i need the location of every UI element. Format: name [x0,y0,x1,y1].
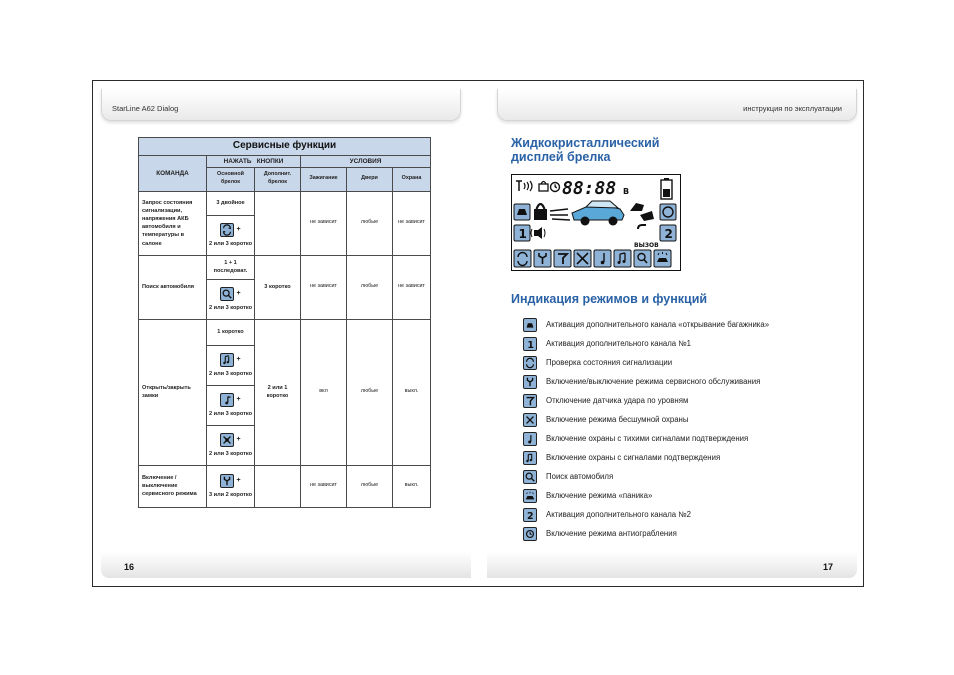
header-title: инструкция по эксплуатации [743,104,842,113]
table-cell: любые [347,465,393,507]
single-note-icon [594,250,611,267]
table-cell [207,345,255,385]
plus-sign: + [236,476,241,484]
list-item [523,315,853,334]
list-item [523,429,853,448]
legend-text: Включение режима бесшумной охраны [546,415,689,424]
phone-call-icon [638,225,646,229]
page-footer [487,552,857,578]
legend-text: Активация дополнительного канала №1 [546,339,692,348]
lock-small-icon [539,182,548,192]
table-row-command: Запрос состояния сигнализации, напряжения АКБ автомобиля и температуры в салоне [139,191,207,255]
cell-text: 3 или 2 коротко [208,491,253,498]
lcd-display [511,174,681,271]
list-item [523,486,853,505]
table-cell [207,465,255,507]
col-press-buttons: НАЖАТЬ КНОПКИ [207,155,301,167]
legend-text: Активация дополнительного канала №2 [546,510,692,519]
lcd-digits: 88:88 [562,178,617,199]
lcd-display-graphic [512,175,680,270]
table-cell [207,385,255,425]
table-cell: 2 или 1 коротко [255,319,301,465]
anti-robbery-icon [523,527,537,541]
table-cell: вкл [301,319,347,465]
search-car-icon [220,287,234,301]
table-cell: любые [347,319,393,465]
modes-legend [523,315,853,543]
service-functions-table [138,137,431,508]
battery-icon [661,178,672,199]
shock-sensor-icon [523,394,537,408]
list-item [523,448,853,467]
table-row-command: Открыть/закрыть замки [139,319,207,465]
page-header [101,89,461,121]
list-item [523,410,853,429]
list-item [523,467,853,486]
legend-text: Поиск автомобиля [546,472,614,481]
legend-text: Отключение датчика удара по уровням [546,396,689,405]
legend-text: Активация дополнительного канала «открывание багажника» [546,320,770,329]
table-row-command: Включение /выключение сервисного режима [139,465,207,507]
search-car-icon [523,470,537,484]
legend-text: Включение охраны с сигналами подтверждения [546,453,721,462]
cell-text: 2 или 3 коротко [208,370,253,377]
table-cell: не зависит [301,191,347,255]
car-image-icon [550,201,624,226]
table-cell [207,215,255,255]
col-ignition: Зажигание [301,167,347,191]
table-cell: не зависит [301,465,347,507]
plus-sign: + [236,395,241,403]
col-main-fob: Основной брелок [207,167,255,191]
page-header [497,89,857,121]
lcd-unit: B [623,187,630,196]
double-note-icon [523,451,537,465]
list-item [523,334,853,353]
silent-guard-icon [523,413,537,427]
lcd-heading [511,136,659,164]
status-check-icon [523,356,537,370]
trunk-icon [523,318,537,332]
table-cell [207,425,255,465]
table-title: Сервисные функции [139,138,431,156]
status-check-icon [220,223,234,237]
cell-text: 2 или 3 коротко [208,450,253,457]
table-row-command: Поиск автомобиля [139,255,207,319]
table-cell: выкл. [393,319,431,465]
service-wrench-icon [523,375,537,389]
panic-icon [523,489,537,503]
page-16 [93,81,479,586]
svg-text:2: 2 [527,510,534,521]
modes-heading: Индикация режимов и функций [511,292,708,306]
svg-text:1: 1 [518,227,527,241]
col-extra-fob: Дополнит. брелок [255,167,301,191]
page-number: 17 [822,562,833,572]
channel-1-icon [523,337,537,351]
search-car-icon [634,250,651,267]
cell-text: 2 или 3 коротко [208,304,253,311]
cell-text: 2 или 3 коротко [208,240,253,247]
table-cell: 3 коротко [255,255,301,319]
service-wrench-icon [220,474,234,488]
legend-text: Включение/выключение режима сервисного обслуживания [546,377,761,386]
table-cell-empty [255,191,301,255]
table-cell: 1 + 1 последоват. [207,255,255,279]
single-note-icon [523,432,537,446]
plus-sign: + [236,289,241,297]
silent-guard-icon [220,433,234,447]
svg-text:1: 1 [527,339,534,350]
single-note-icon [220,393,234,407]
table-cell: не зависит [393,191,431,255]
table-cell: не зависит [393,255,431,319]
legend-text: Включение режима антиограбления [546,529,677,538]
channel-2-icon [523,508,537,522]
table-cell: 3 двойное [207,191,255,215]
table-cell: 1 коротко [207,319,255,345]
lcd-heading-line-1: Жидкокристаллический [511,136,660,150]
plus-sign: + [236,355,241,363]
alarm-clock-icon [551,183,560,192]
list-item [523,353,853,372]
list-item [523,372,853,391]
col-command: КОМАНДА [139,155,207,191]
legend-text: Проверка состояния сигнализации [546,358,673,367]
lcd-heading-line-2: дисплей брелка [511,150,611,164]
table-cell: не зависит [301,255,347,319]
cell-text: 2 или 3 коротко [208,410,253,417]
plus-sign: + [236,225,241,233]
plus-sign: + [236,435,241,443]
call-label: ВЫЗОВ [634,242,659,249]
list-item [523,505,853,524]
table-cell: любые [347,191,393,255]
list-item [523,391,853,410]
legend-text: Включение охраны с тихими сигналами подтверждения [546,434,749,443]
page-17 [479,81,865,586]
list-item [523,524,853,543]
table-cell: выкл. [393,465,431,507]
col-doors: Двери [347,167,393,191]
svg-text:2: 2 [664,227,673,241]
speaker-icon [531,227,545,239]
col-guard: Охрана [393,167,431,191]
manual-spread [92,80,864,587]
lcd-bottom-icon-row [514,250,671,267]
double-note-icon [614,250,631,267]
page-number: 16 [124,562,135,572]
page-footer [101,552,471,578]
double-note-icon [220,353,234,367]
table-cell-empty [255,465,301,507]
table-cell [207,279,255,319]
legend-text: Включение режима «паника» [546,491,653,500]
big-lock-icon [534,204,547,220]
antenna-icon [516,181,532,191]
col-conditions: УСЛОВИЯ [301,155,431,167]
door-open-icon [630,203,654,221]
table-cell: любые [347,255,393,319]
header-title: StarLine A62 Dialog [112,104,179,113]
